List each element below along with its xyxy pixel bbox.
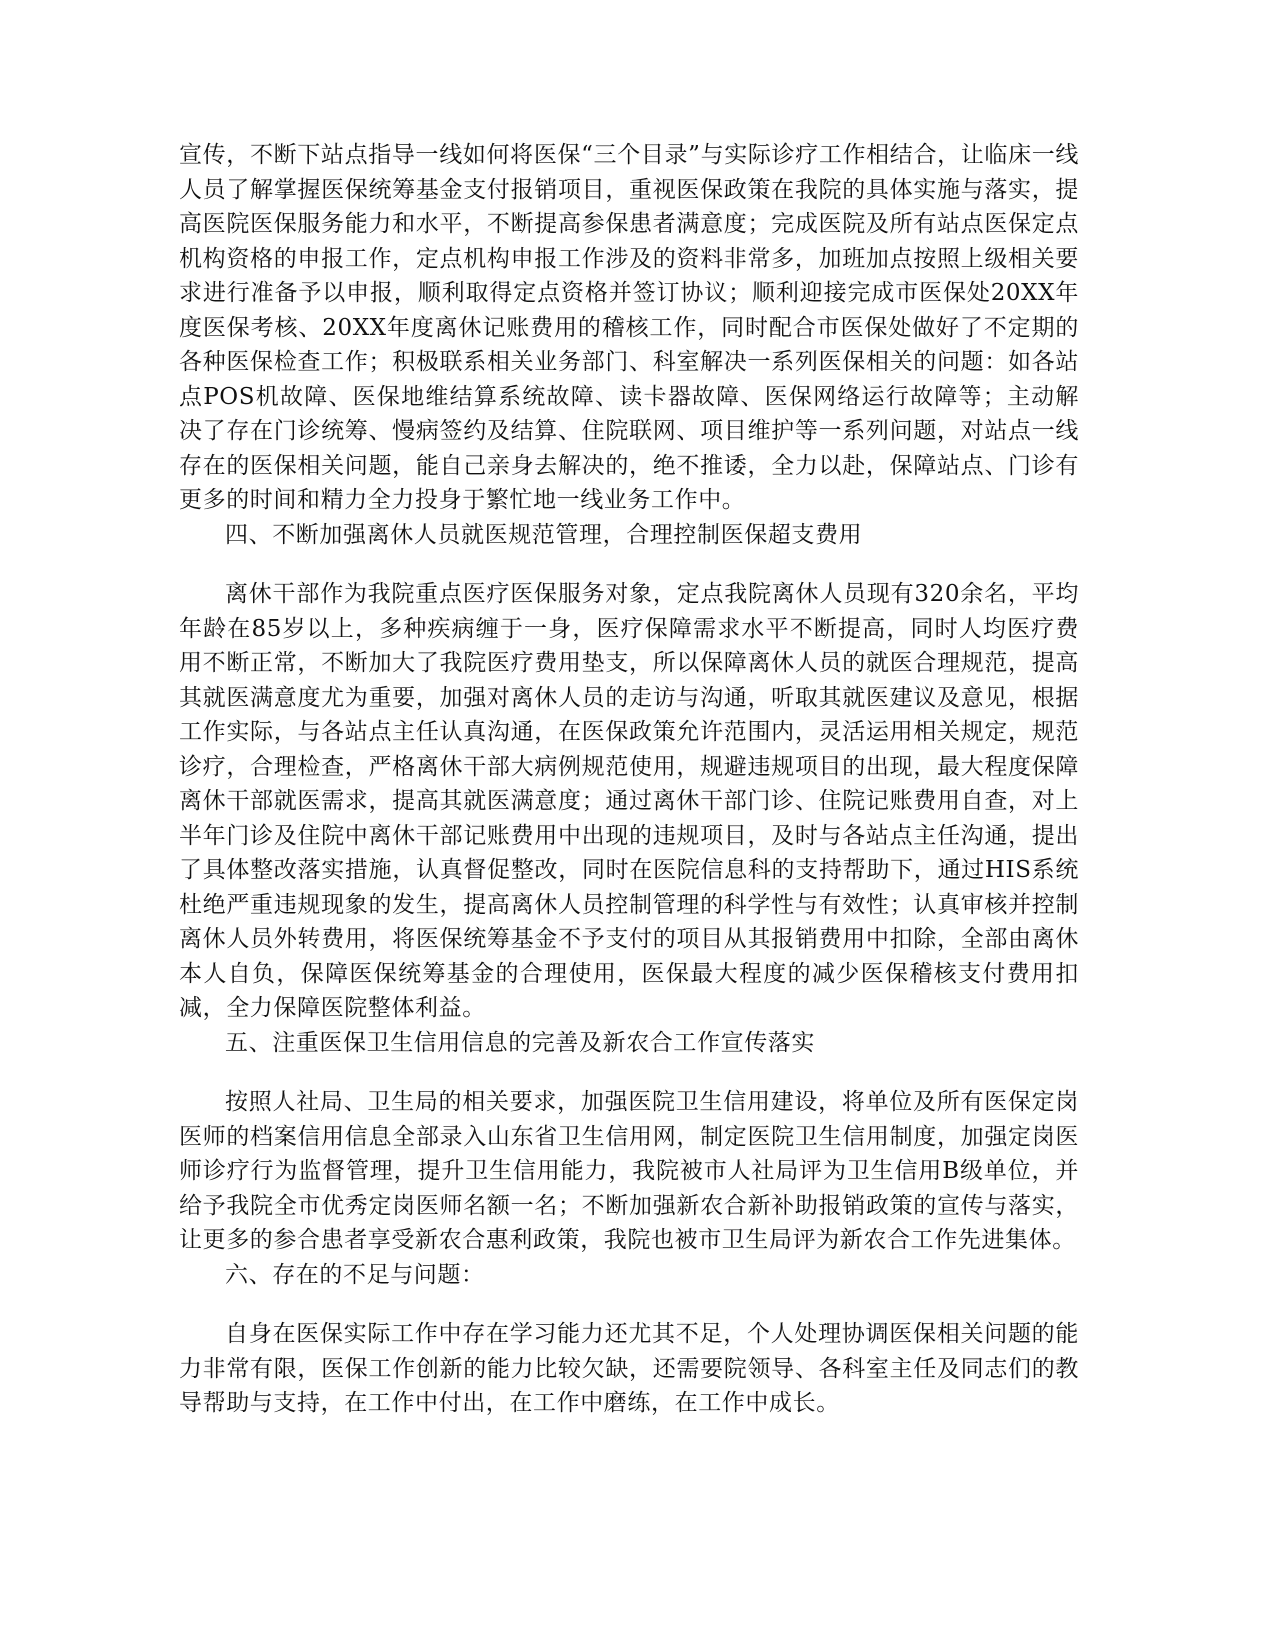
section-heading-4: 四、不断加强离休人员就医规范管理，合理控制医保超支费用 — [225, 521, 863, 548]
section-heading-5: 五、注重医保卫生信用信息的完善及新农合工作宣传落实 — [225, 1029, 815, 1056]
paragraph-section-4: 离休干部作为我院重点医疗医保服务对象，定点我院离休人员现有320余名，平均年龄在85岁以上，多种疾病缠于一身，医疗保障需求水平不断提高，同时人均医疗费用不断正常，不断加大了我院医疗费用垫支，所以保障离休人员的就医合理规范，提高其就医满意度尤为重要，加强对离休人员的走访与沟通，听取其就医建议及意见，根据工作实际，与各站点主任认真沟通，在医保政策允许范围内，灵活运用相关规定，规范诊疗，合理检查，严格离休干部大病例规范使用，规避违规项目的出现，最大程度保障离休干部就医需求，提高其就医满意度；通过离休干部门诊、住院记账费用自查，对上半年门诊及住院中离休干部记账费用中出现的违规项目，及时与各站点主任沟通，提出了具体整改落实措施，认真督促整改，同时在医院信息科的支持帮助下，通过HIS系统杜绝严重违规现象的发生，提高离休人员控制管理的科学性与有效性；认真审核并控制离休人员外转费用，将医保统筹基金不予支付的项目从其报销费用中扣除，全部由离休本人自负，保障医保统筹基金的合理使用，医保最大程度的减少医保稽核支付费用扣减，全力保障医院整体利益。 — [179, 581, 1079, 1021]
section-heading-6: 六、存在的不足与问题： — [225, 1261, 485, 1288]
paragraph-section-6: 自身在医保实际工作中存在学习能力还尤其不足，个人处理协调医保相关问题的能力非常有限，医保工作创新的能力比较欠缺，还需要院领导、各科室主任及同志们的教导帮助与支持，在工作中付出，在工作中磨练，在工作中成长。 — [179, 1321, 1079, 1416]
paragraph-intro: 宣传，不断下站点指导一线如何将医保“三个目录”与实际诊疗工作相结合，让临床一线人员了解掌握医保统筹基金支付报销项目，重视医保政策在我院的具体实施与落实，提高医院医保服务能力和水平，不断提高参保患者满意度；完成医院及所有站点医保定点机构资格的申报工作，定点机构申报工作涉及的资料非常多，加班加点按照上级相关要求进行准备予以申报，顺利取得定点资格并签订协议；顺利迎接完成市医保处20XX年度医保考核、20XX年度离休记账费用的稽核工作，同时配合市医保处做好了不定期的各种医保检查工作；积极联系相关业务部门、科室解决一系列医保相关的问题：如各站点POS机故障、医保地维结算系统故障、读卡器故障、医保网络运行故障等；主动解决了存在门诊统筹、慢病签约及结算、住院联网、项目维护等一系列问题，对站点一线存在的医保相关问题，能自己亲身去解决的，绝不推诿，全力以赴，保障站点、门诊有更多的时间和精力全力投身于繁忙地一线业务工作中。 — [179, 142, 1079, 513]
paragraph-section-5: 按照人社局、卫生局的相关要求，加强医院卫生信用建设，将单位及所有医保定岗医师的档案信用信息全部录入山东省卫生信用网，制定医院卫生信用制度，加强定岗医师诊疗行为监督管理，提升卫生信用能力，我院被市人社局评为卫生信用B级单位，并给予我院全市优秀定岗医师名额一名；不断加强新农合新补助报销政策的宣传与落实，让更多的参合患者享受新农合惠利政策，我院也被市卫生局评为新农合工作先进集体。 — [179, 1089, 1079, 1253]
document-page — [179, 138, 1079, 1421]
